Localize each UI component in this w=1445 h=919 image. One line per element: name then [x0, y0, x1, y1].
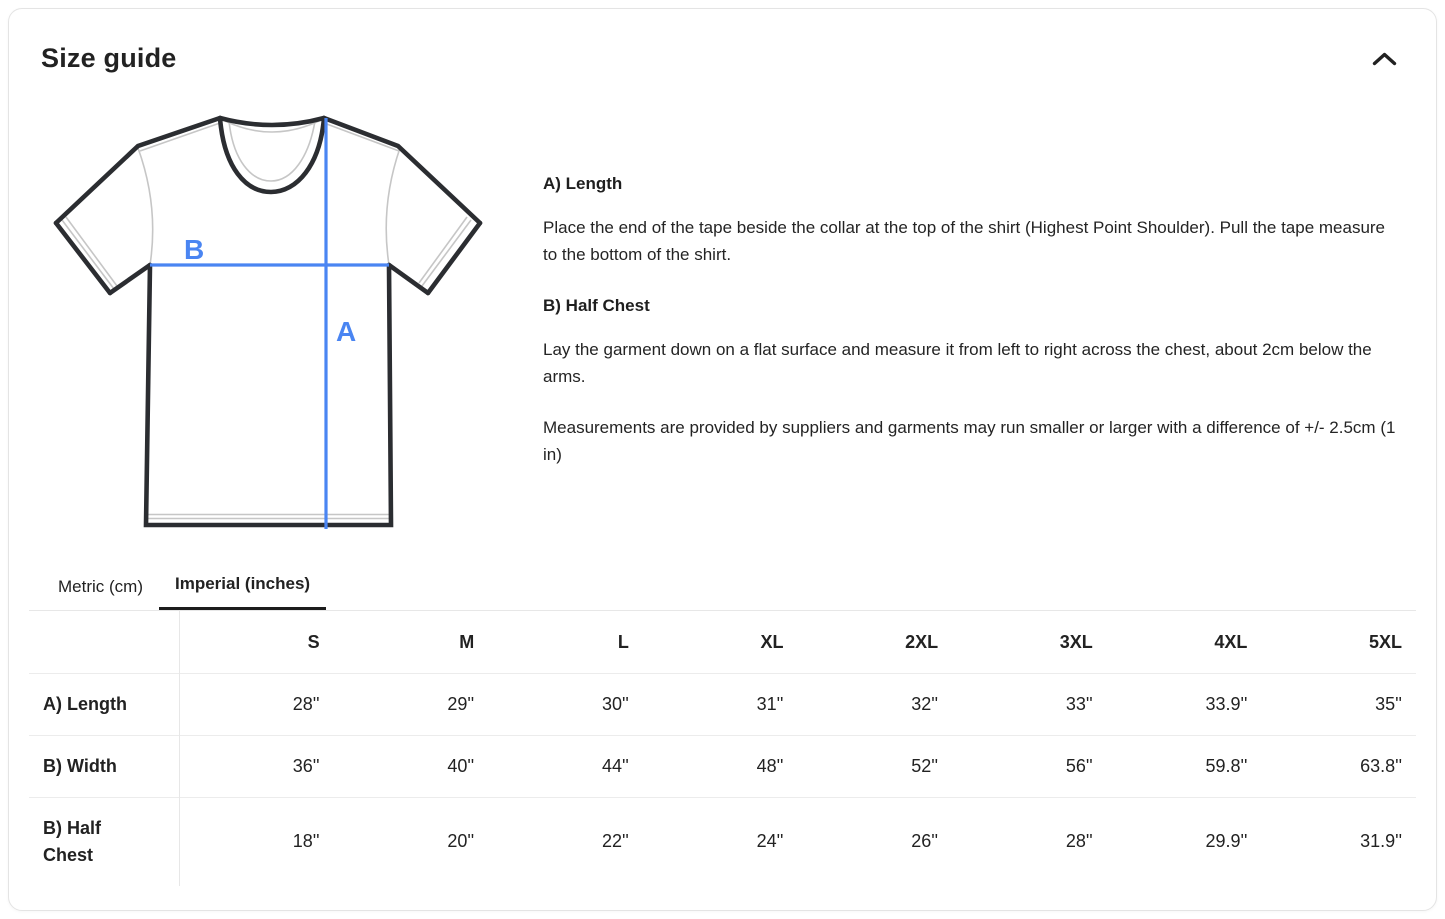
size-column-header: 3XL	[1059, 631, 1093, 652]
diagram-label-a: A	[336, 316, 357, 347]
diagram-label-b: B	[184, 234, 205, 265]
row-label: A) Length	[29, 674, 179, 736]
size-value: 28''	[1065, 831, 1093, 852]
size-column-header: S	[307, 631, 320, 652]
size-value: 18''	[292, 831, 320, 852]
table-row-half-chest	[29, 798, 1416, 886]
corner-cell	[29, 611, 179, 674]
size-value: 44''	[601, 756, 629, 776]
table-row-length	[29, 674, 1416, 736]
collapse-button[interactable]	[1367, 46, 1402, 72]
size-value: 20''	[447, 831, 475, 852]
size-column-header: 2XL	[905, 631, 939, 652]
size-value: 59.8''	[1205, 756, 1248, 776]
size-column-header: 5XL	[1368, 631, 1402, 652]
size-value: 26''	[911, 831, 939, 852]
size-table-header-row	[29, 611, 1416, 674]
size-value: 36''	[292, 756, 320, 776]
size-value: 48''	[756, 756, 784, 776]
tab-metric[interactable]: Metric (cm)	[58, 577, 143, 596]
size-value: 35''	[1375, 694, 1402, 714]
size-value: 30''	[601, 694, 629, 714]
page-title: Size guide	[41, 43, 177, 73]
panel-header	[29, 9, 1416, 74]
size-column-header: M	[459, 631, 475, 652]
size-column-header: 4XL	[1214, 631, 1248, 652]
size-value: 29''	[447, 694, 475, 714]
guide-content	[29, 110, 1416, 540]
size-guide-panel	[8, 8, 1437, 911]
size-table	[29, 610, 1416, 886]
size-value: 56''	[1065, 756, 1093, 776]
tshirt-diagram	[43, 110, 493, 540]
tab-imperial[interactable]: Imperial (inches)	[159, 562, 326, 610]
size-column-header: XL	[760, 631, 784, 652]
measurement-disclaimer: Measurements are provided by suppliers and garments may run smaller or larger with a difference of +/- 2.5cm (1 in)	[543, 418, 1396, 464]
size-value: 28''	[292, 694, 320, 714]
size-value: 33''	[1065, 694, 1093, 714]
unit-tabs	[42, 562, 1416, 610]
size-value: 33.9''	[1205, 694, 1248, 714]
size-value: 31.9''	[1360, 831, 1402, 852]
size-column-header: L	[617, 631, 629, 652]
size-value: 24''	[756, 831, 784, 852]
chevron-up-icon	[1371, 50, 1398, 68]
tshirt-illustration	[43, 110, 493, 535]
size-value: 63.8''	[1360, 756, 1402, 776]
size-value: 31''	[756, 694, 784, 714]
row-label: B) Width	[29, 736, 179, 798]
instruction-body-length: Place the end of the tape beside the collar at the top of the shirt (Highest Point Shoulder). Pull the tape measure to the bottom of the shirt.	[543, 218, 1386, 264]
instruction-body-half-chest: Lay the garment down on a flat surface and measure it from left to right across the chest, about 2cm below the arms.	[543, 340, 1372, 386]
measuring-instructions	[543, 110, 1401, 540]
instruction-heading-length: A) Length	[543, 174, 623, 193]
instruction-heading-half-chest: B) Half Chest	[543, 296, 650, 315]
size-value: 22''	[601, 831, 629, 852]
size-value: 32''	[911, 694, 939, 714]
size-value: 29.9''	[1205, 831, 1248, 852]
size-value: 40''	[447, 756, 475, 776]
row-label: B) Half Chest	[29, 798, 179, 886]
size-value: 52''	[911, 756, 939, 776]
table-row-width	[29, 736, 1416, 798]
